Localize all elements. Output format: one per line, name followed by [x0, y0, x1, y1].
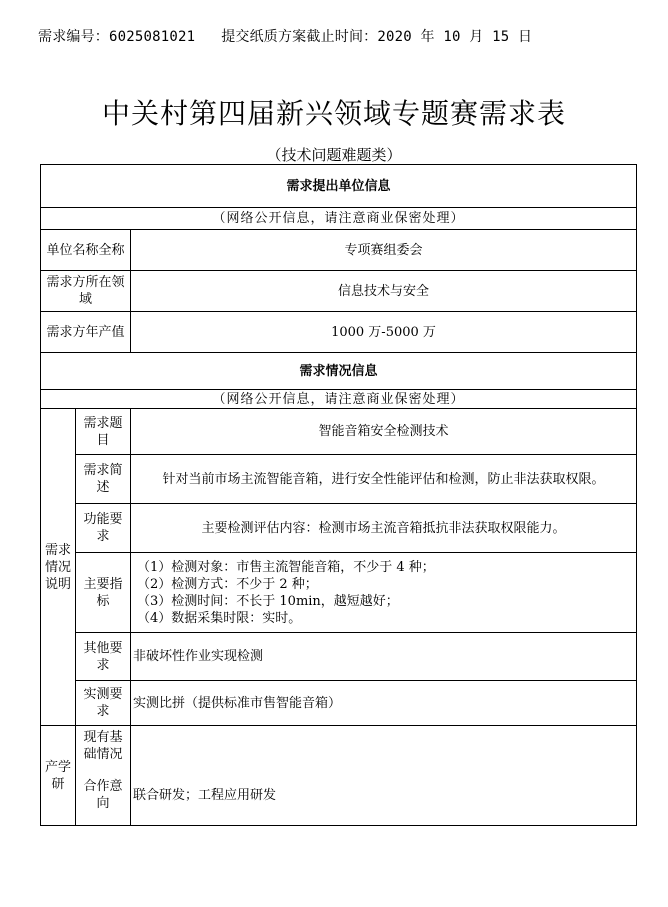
indicator-item: （4）数据采集时限：实时。 — [137, 610, 302, 626]
industry-cooperation-row — [41, 766, 637, 826]
demand-group-label: 需求情况说明 — [41, 409, 76, 726]
demand-topic-value: 智能音箱安全检测技术 — [131, 409, 637, 455]
unit-output-row — [41, 312, 637, 353]
demand-section-notice-row — [41, 390, 637, 409]
unit-field-row — [41, 271, 637, 312]
unit-output-value: 1000 万-5000 万 — [131, 312, 637, 353]
unit-name-row — [41, 230, 637, 271]
demand-section-notice: （网络公开信息，请注意商业保密处理） — [41, 390, 637, 409]
indicator-item: （2）检测方式：不少于 2 种； — [137, 576, 318, 592]
demand-indicators-row — [41, 553, 637, 633]
page-subtitle: （技术问题难题类） — [266, 146, 402, 164]
demand-indicators-list — [131, 553, 637, 633]
demand-function-label: 功能要求 — [76, 504, 131, 553]
demand-brief-value: 针对当前市场主流智能音箱，进行安全性能评估和检测，防止非法获取权限。 — [131, 455, 637, 504]
demand-brief-row — [41, 455, 637, 504]
unit-field-value: 信息技术与安全 — [131, 271, 637, 312]
unit-name-value: 专项赛组委会 — [131, 230, 637, 271]
unit-section-notice-row — [41, 208, 637, 230]
unit-name-label: 单位名称全称 — [41, 230, 131, 271]
unit-section-notice: （网络公开信息，请注意商业保密处理） — [41, 208, 637, 230]
demand-topic-row — [41, 409, 637, 455]
demand-section-heading: 需求情况信息 — [41, 353, 637, 390]
demand-test-value: 实测比拼（提供标准市售智能音箱） — [131, 681, 637, 726]
industry-group-label: 产学研 — [41, 726, 76, 826]
indicator-item: （1）检测对象：市售主流智能音箱，不少于 4 种； — [137, 559, 435, 575]
demand-indicators-label: 主要指标 — [76, 553, 131, 633]
demand-test-label: 实测要求 — [76, 681, 131, 726]
indicator-item: （3）检测时间：不长于 10min，越短越好； — [137, 593, 399, 609]
header-line — [38, 26, 532, 46]
demand-section-header-row — [41, 353, 637, 390]
deadline: 2020 年 10 月 15 日 — [377, 29, 533, 45]
demand-function-row — [41, 504, 637, 553]
unit-field-label: 需求方所在领域 — [41, 271, 131, 312]
page-title: 中关村第四届新兴领域专题赛需求表 — [101, 97, 566, 130]
demand-other-row — [41, 633, 637, 681]
unit-section-heading: 需求提出单位信息 — [41, 165, 637, 208]
demand-other-label: 其他要求 — [76, 633, 131, 681]
demand-brief-label: 需求简述 — [76, 455, 131, 504]
industry-existing-row — [41, 726, 637, 766]
demand-topic-label: 需求题目 — [76, 409, 131, 455]
request-no: 6025081021 — [109, 29, 196, 45]
unit-section-header-row — [41, 165, 637, 208]
industry-existing-value — [131, 726, 637, 766]
demand-form-table — [40, 164, 637, 826]
demand-other-value: 非破坏性作业实现检测 — [131, 633, 637, 681]
industry-cooperation-label: 合作意向 — [76, 766, 131, 826]
demand-function-value: 主要检测评估内容：检测市场主流音箱抵抗非法获取权限能力。 — [131, 504, 637, 553]
unit-output-label: 需求方年产值 — [41, 312, 131, 353]
deadline-label: 提交纸质方案截止时间： — [221, 29, 378, 45]
demand-test-row — [41, 681, 637, 726]
industry-existing-label: 现有基础情况 — [76, 726, 131, 766]
industry-cooperation-value: 联合研发；工程应用研发 — [131, 766, 637, 826]
request-no-label: 需求编号： — [38, 29, 109, 45]
